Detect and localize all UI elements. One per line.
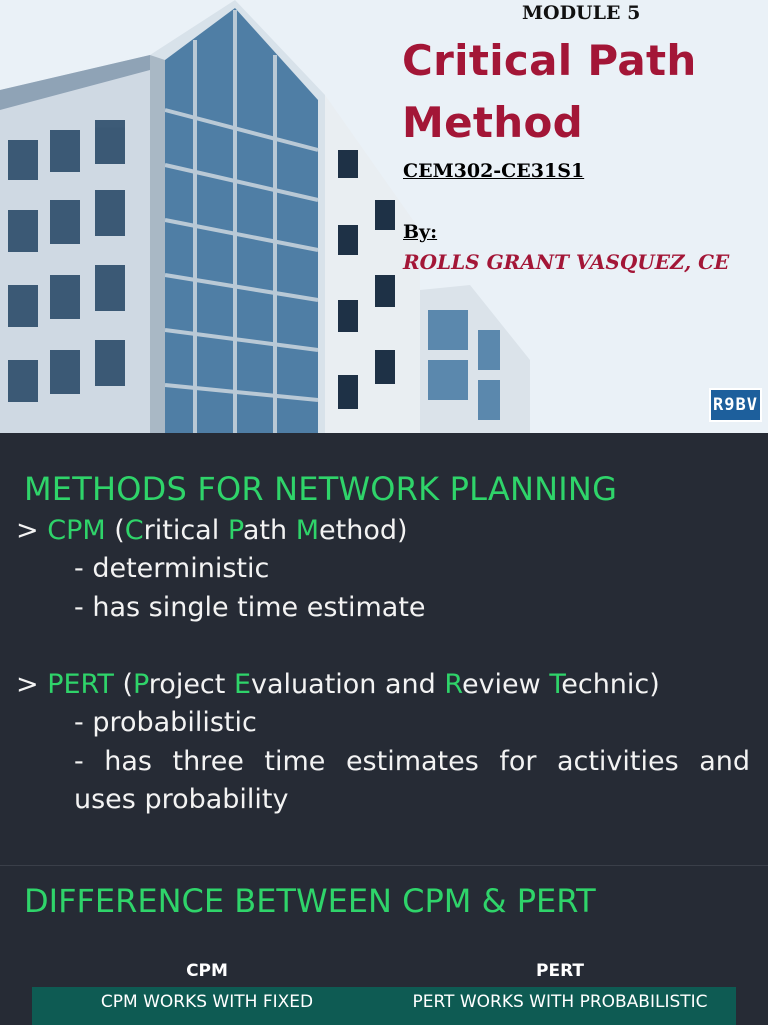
pert-point-2-cont: uses probability bbox=[74, 784, 289, 815]
pert-line bbox=[16, 669, 660, 700]
word: - bbox=[74, 746, 84, 777]
pert-point-2 bbox=[74, 746, 750, 777]
word: three bbox=[172, 746, 244, 777]
cpm-open: ( bbox=[105, 515, 125, 546]
difference-heading: DIFFERENCE BETWEEN CPM & PERT bbox=[24, 882, 596, 920]
methods-slide bbox=[0, 434, 768, 864]
cpm-bullet: > bbox=[16, 515, 48, 546]
logo: R9BV bbox=[709, 388, 762, 422]
cpm-line bbox=[16, 515, 408, 546]
title-line-1: Critical Path bbox=[402, 36, 697, 85]
methods-heading: METHODS FOR NETWORK PLANNING bbox=[24, 470, 618, 508]
pert-letter-r: R bbox=[444, 669, 462, 700]
course-code: CEM302-CE31S1 bbox=[403, 160, 585, 182]
pert-point-1: - probabilistic bbox=[74, 707, 257, 738]
cpm-word-ritical: ritical bbox=[143, 515, 228, 546]
pert-open: ( bbox=[113, 669, 133, 700]
word: activities bbox=[556, 746, 679, 777]
pert-word-eview: eview bbox=[461, 669, 550, 700]
title-line-2: Method bbox=[402, 98, 583, 147]
cpm-abbr: CPM bbox=[47, 515, 106, 546]
difference-slide bbox=[0, 865, 768, 1025]
cpm-letter-p: P bbox=[227, 515, 243, 546]
table-cell-cpm: CPM WORKS WITH FIXED bbox=[100, 992, 314, 1012]
pert-word-roject: roject bbox=[148, 669, 234, 700]
pert-word-valuation: valuation and bbox=[251, 669, 445, 700]
table-cell-pert: PERT WORKS WITH PROBABILISTIC bbox=[412, 992, 708, 1012]
word: time bbox=[264, 746, 326, 777]
word: for bbox=[499, 746, 537, 777]
pert-word-echnic: echnic) bbox=[561, 669, 660, 700]
pert-letter-t: T bbox=[549, 669, 562, 700]
cpm-letter-m: M bbox=[295, 515, 320, 546]
table-header-cpm: CPM bbox=[186, 961, 228, 981]
table-header-pert: PERT bbox=[536, 961, 584, 981]
title-slide bbox=[0, 0, 768, 433]
word: and bbox=[699, 746, 750, 777]
word: has bbox=[104, 746, 152, 777]
pert-letter-e: E bbox=[233, 669, 252, 700]
cpm-letter-c: C bbox=[124, 515, 144, 546]
cpm-point-1: - deterministic bbox=[74, 553, 270, 584]
cpm-word-ath: ath bbox=[242, 515, 296, 546]
pert-bullet: > bbox=[16, 669, 48, 700]
pert-abbr: PERT bbox=[47, 669, 114, 700]
cpm-word-ethod: ethod) bbox=[319, 515, 408, 546]
cpm-point-2: - has single time estimate bbox=[74, 592, 426, 623]
module-label: MODULE 5 bbox=[522, 2, 641, 24]
word: estimates bbox=[345, 746, 479, 777]
by-label: By: bbox=[403, 221, 438, 243]
author-name: ROLLS GRANT VASQUEZ, CE bbox=[403, 250, 730, 274]
pert-letter-p: P bbox=[132, 669, 149, 700]
